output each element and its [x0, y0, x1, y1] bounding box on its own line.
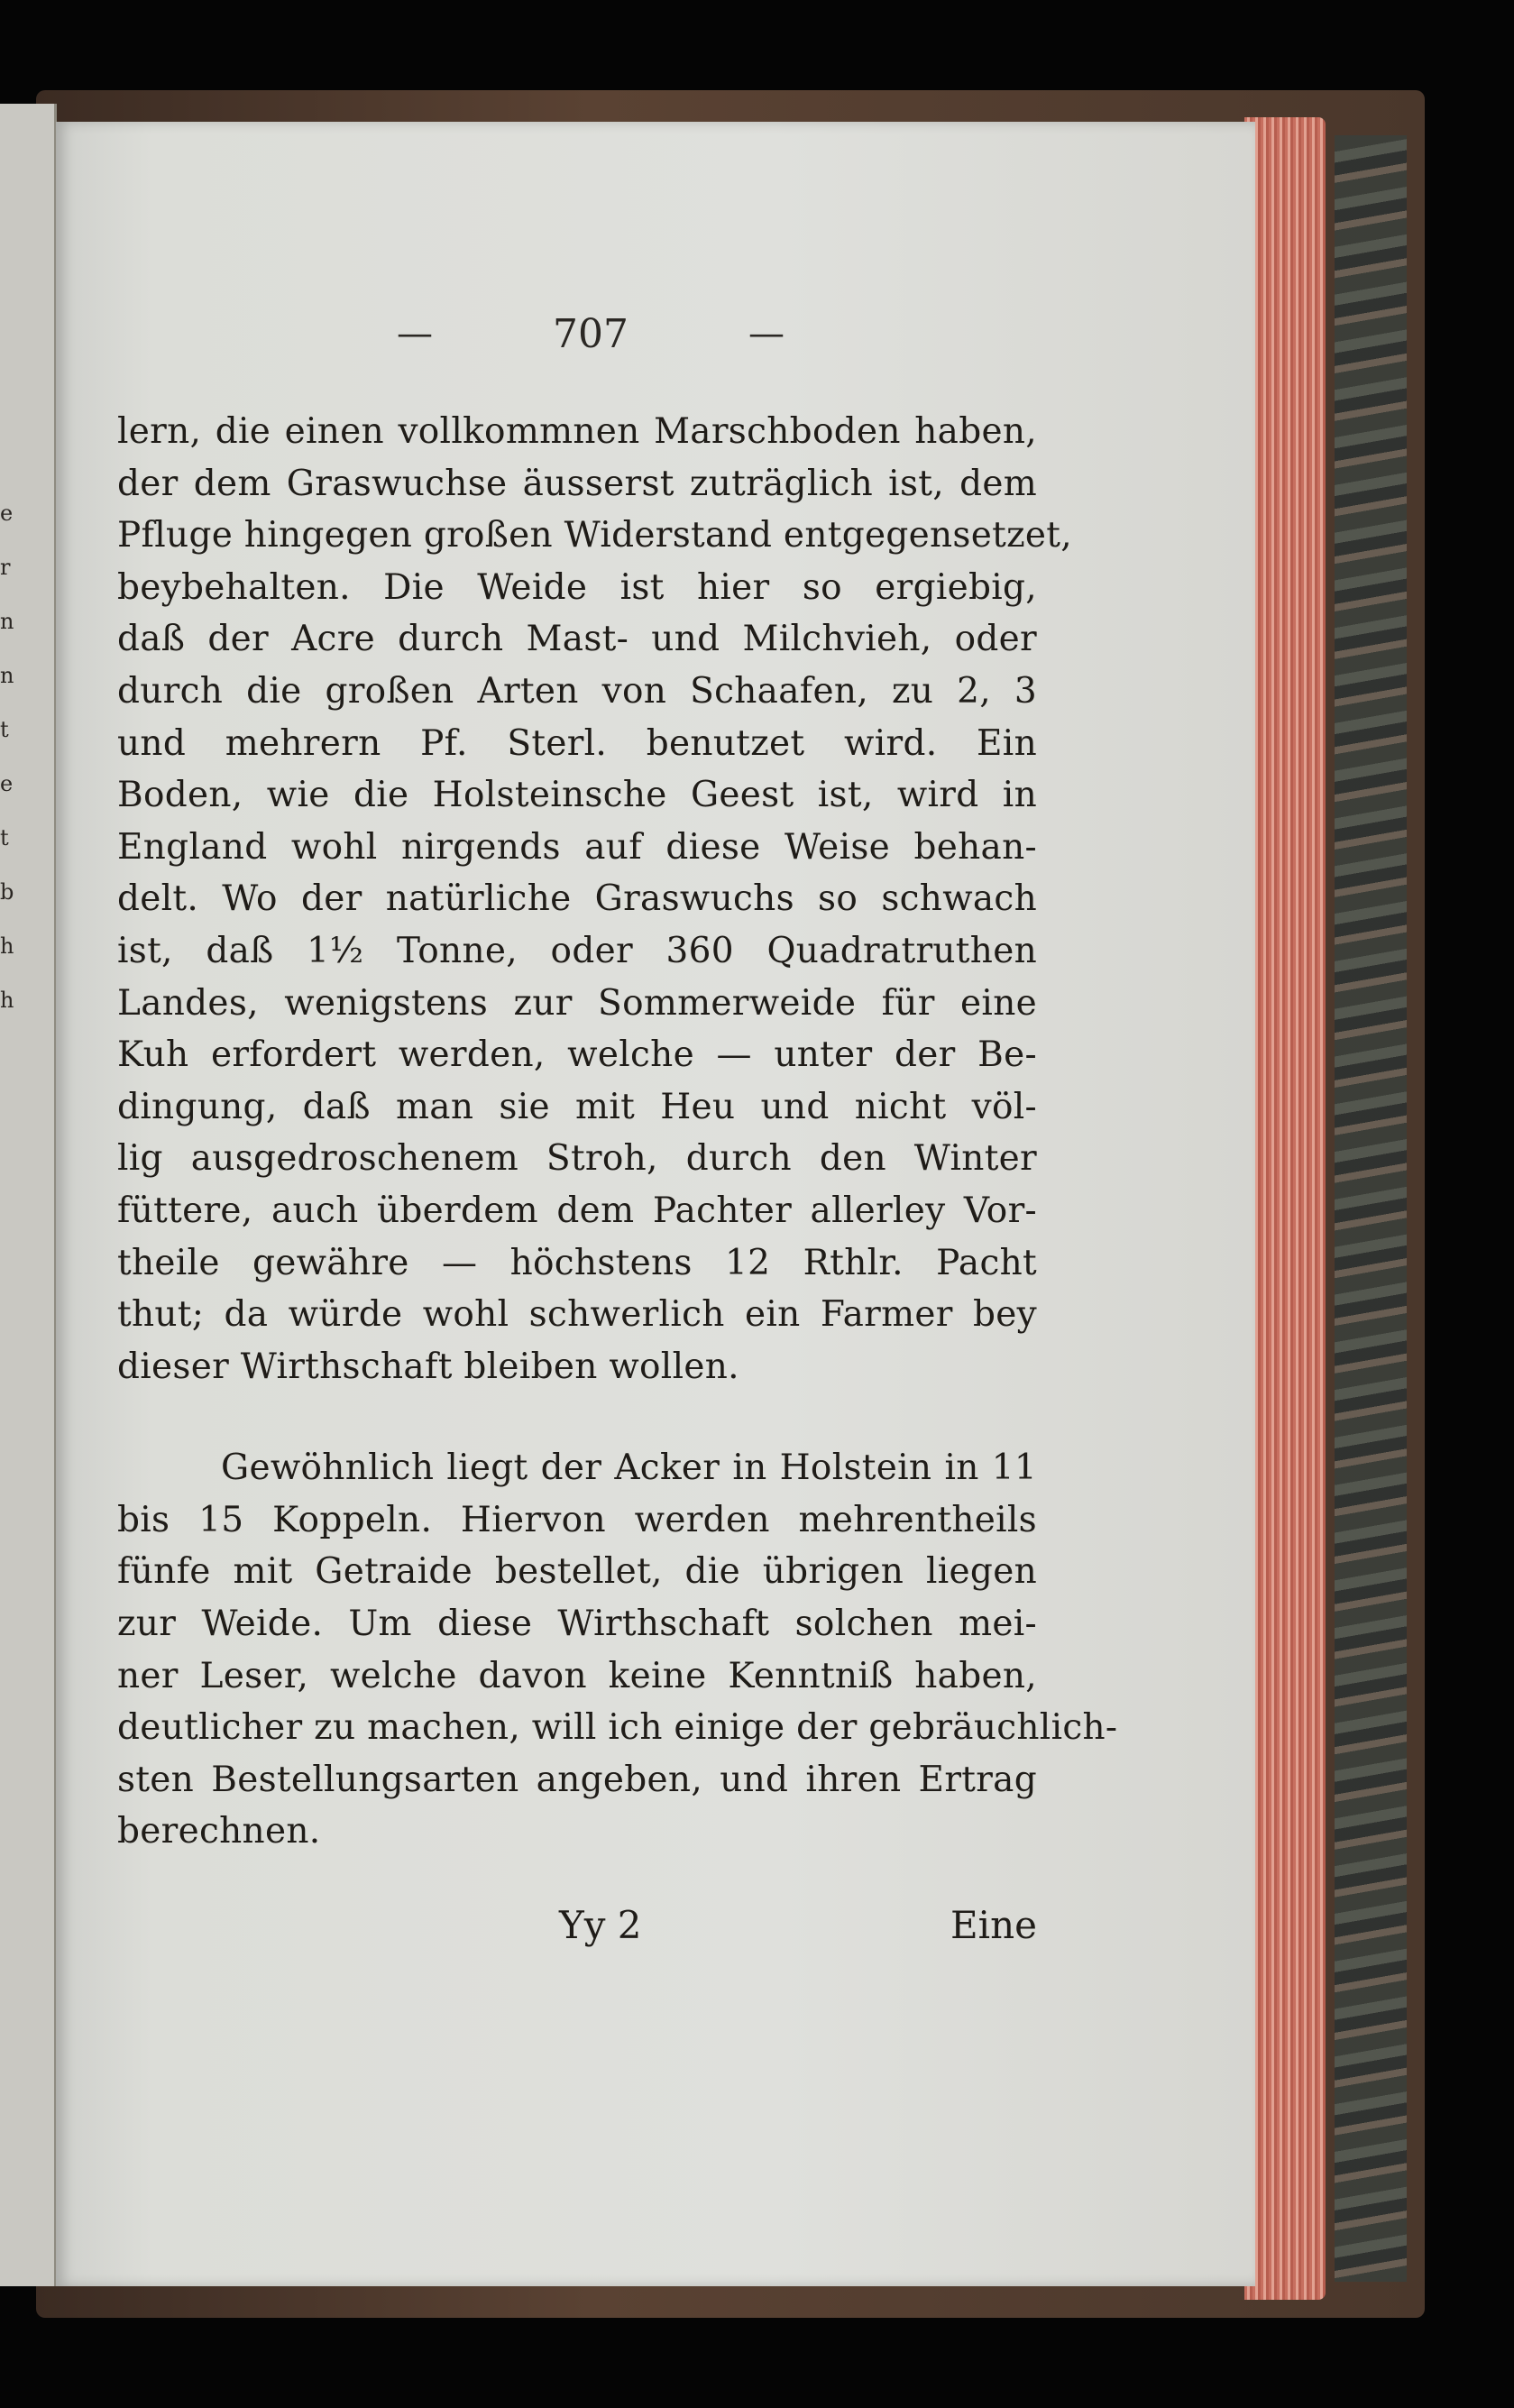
text-line: ist, daß 1½ Tonne, oder 360 Quadratruthen: [117, 930, 1037, 971]
gutter-letter: t: [0, 825, 9, 850]
marbled-board: [1335, 135, 1407, 2282]
paragraph-2: [117, 1442, 1118, 1858]
gutter-letter: t: [0, 717, 9, 742]
text-line: fünfe mit Getraide bestellet, die übrigen liegen: [117, 1551, 1037, 1593]
gutter-letter: h: [0, 933, 14, 959]
text-line: füttere, auch überdem dem Pachter allerley Vor-: [117, 1190, 1037, 1231]
gutter-letter: r: [0, 555, 11, 580]
text-line: der dem Graswuchse äusserst zuträglich ist, dem: [117, 463, 1037, 504]
text-line: theile gewähre — höchstens 12 Rthlr. Pacht: [117, 1242, 1037, 1283]
text-line: Gewöhnlich liegt der Acker in Holstein in 11: [221, 1448, 1037, 1489]
red-page-edges: [1244, 117, 1326, 2300]
signature-mark: Yy 2: [559, 1903, 642, 1947]
paragraph-gap: [117, 1392, 1037, 1442]
page-header: [397, 307, 785, 361]
text-line: Landes, wenigstens zur Sommerweide für eine: [117, 982, 1037, 1024]
text-line: England wohl nirgends auf diese Weise behan-: [117, 826, 1037, 868]
text-line: beybehalten. Die Weide ist hier so ergiebig,: [117, 566, 1037, 608]
catchword: Eine: [950, 1903, 1037, 1947]
text-line: lig ausgedroschenem Stroh, durch den Winter: [117, 1138, 1037, 1180]
gutter-letter: b: [0, 879, 14, 905]
text-line: daß der Acre durch Mast- und Milchvieh, oder: [117, 619, 1037, 660]
text-line: deutlicher zu machen, will ich einige der gebräuchlich-: [117, 1707, 1118, 1749]
text-line: Boden, wie die Holsteinsche Geest ist, wird in: [117, 775, 1037, 816]
page-body: [117, 406, 1118, 1858]
gutter-letter: n: [0, 663, 14, 688]
text-line: thut; da würde wohl schwerlich ein Farmer bey: [117, 1294, 1037, 1336]
page-footer: [117, 1903, 1037, 1957]
text-line: und mehrern Pf. Sterl. benutzet wird. Ein: [117, 722, 1037, 764]
text-line: sten Bestellungsarten angeben, und ihren Ertrag: [117, 1759, 1037, 1800]
text-line: delt. Wo der natürliche Graswuchs so schwach: [117, 878, 1037, 920]
header-dash-left: —: [397, 313, 433, 354]
gutter-letter: e: [0, 771, 14, 796]
text-line: Kuh erfordert werden, welche — unter der Be-: [117, 1034, 1037, 1076]
text-line: zur Weide. Um diese Wirthschaft solchen mei-: [117, 1604, 1037, 1645]
text-line: dieser Wirthschaft bleiben wollen.: [117, 1346, 739, 1387]
page-number: 707: [553, 310, 629, 357]
text-line: berechnen.: [117, 1811, 321, 1852]
gutter-letter: h: [0, 988, 14, 1013]
text-line: durch die großen Arten von Schaafen, zu 2, 3: [117, 670, 1037, 712]
gutter-letter: e: [0, 501, 14, 526]
text-line: ner Leser, welche davon keine Kenntniß haben,: [117, 1655, 1037, 1696]
paragraph-1: [117, 406, 1072, 1392]
text-line: bis 15 Koppeln. Hiervon werden mehrentheils: [117, 1499, 1037, 1540]
text-line: dingung, daß man sie mit Heu und nicht völ-: [117, 1086, 1037, 1127]
text-line: lern, die einen vollkommnen Marschboden haben,: [117, 411, 1037, 452]
header-dash-right: —: [748, 313, 785, 354]
gutter-letters: [0, 501, 27, 1042]
gutter-letter: n: [0, 609, 14, 634]
text-line: Pfluge hingegen großen Widerstand entgegensetzet,: [117, 515, 1072, 556]
facing-page-edge: [0, 104, 57, 2286]
